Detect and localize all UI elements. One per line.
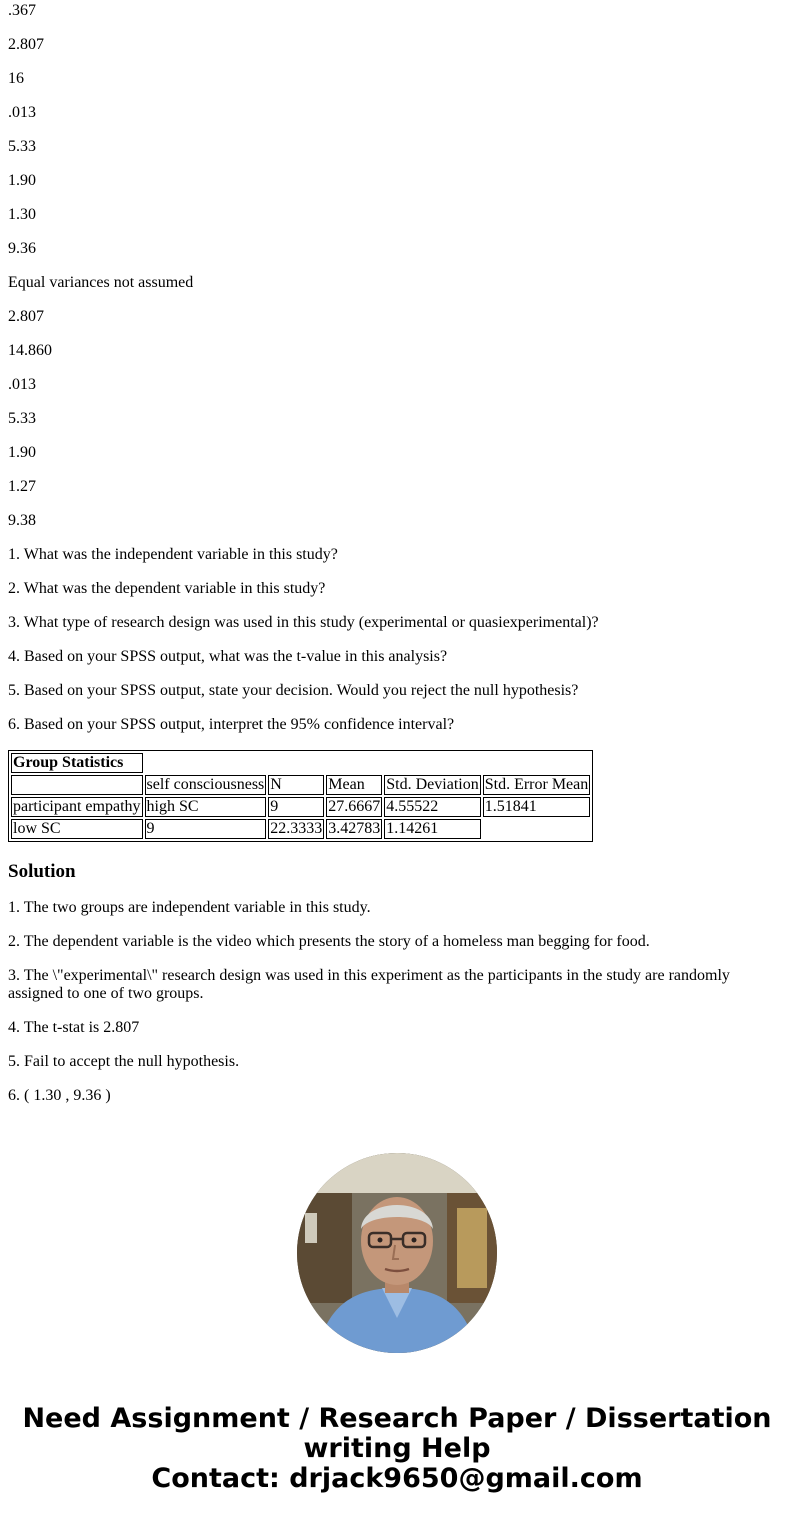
solution-heading: Solution (8, 861, 76, 882)
promo-line-1: Need Assignment / Research Paper / Dissertation (22, 1403, 772, 1434)
answer-2: 2. The dependent variable is the video which presents the story of a homeless man begging for food. (8, 933, 650, 950)
table-title: Group Statistics (11, 753, 143, 773)
answer-3: 3. The \"experimental\" research design was used in this experiment as the participants in the study are randomly assigned to one of two groups. (8, 967, 730, 1002)
value-line: 1.30 (8, 206, 36, 223)
answer-6: 6. ( 1.30 , 9.36 ) (8, 1087, 111, 1104)
value-line: 14.860 (8, 342, 52, 359)
table-row (11, 753, 590, 773)
table-cell: 3.42783 (328, 820, 381, 837)
value-line: 1.90 (8, 444, 36, 461)
question-3: 3. What type of research design was used in this study (experimental or quasiexperimental)? (8, 614, 599, 631)
author-avatar (297, 1153, 497, 1353)
table-cell: participant empathy (13, 798, 141, 815)
table-row (11, 797, 590, 817)
question-5: 5. Based on your SPSS output, state your decision. Would you reject the null hypothesis? (8, 682, 579, 699)
question-6: 6. Based on your SPSS output, interpret the 95% confidence interval? (8, 716, 455, 733)
row-label-unequal-variances: Equal variances not assumed (8, 274, 194, 291)
promo-line-2: writing Help (303, 1433, 491, 1464)
value-line: 16 (8, 70, 24, 87)
promo-banner (0, 1404, 794, 1494)
answer-1: 1. The two groups are independent variable in this study. (8, 899, 371, 916)
value-line: 1.27 (8, 478, 36, 495)
table-cell: 9 (268, 797, 324, 817)
table-cell: 22.3333 (270, 820, 323, 837)
table-cell: high SC (145, 797, 267, 817)
table-cell: Mean (326, 775, 382, 795)
question-4: 4. Based on your SPSS output, what was the t-value in this analysis? (8, 648, 448, 665)
table-cell: low SC (11, 819, 143, 839)
table-row (11, 819, 590, 839)
group-statistics-table (8, 750, 593, 842)
table-cell: 4.55522 (384, 797, 480, 817)
value-line: 9.36 (8, 240, 36, 257)
question-2: 2. What was the dependent variable in this study? (8, 580, 326, 597)
document-body (8, 2, 784, 1121)
value-line: 5.33 (8, 410, 36, 427)
author-portrait-image (297, 1153, 497, 1353)
value-line: 5.33 (8, 138, 36, 155)
table-cell: 1.51841 (483, 797, 591, 817)
value-line: .013 (8, 376, 36, 393)
table-cell: Std. Error Mean (484, 776, 589, 793)
value-line: .367 (8, 2, 36, 19)
table-cell: N (268, 775, 324, 795)
table-header-row (11, 775, 590, 795)
value-line: 2.807 (8, 308, 44, 325)
table-cell: Std. Deviation (386, 776, 479, 793)
promo-contact: Contact: drjack9650@gmail.com (151, 1463, 643, 1494)
value-line: 1.90 (8, 172, 36, 189)
table-cell (11, 775, 143, 795)
value-line: .013 (8, 104, 36, 121)
table-cell: self consciousness (146, 776, 265, 793)
answer-5: 5. Fail to accept the null hypothesis. (8, 1053, 240, 1070)
table-cell: 27.6667 (328, 798, 381, 815)
value-line: 2.807 (8, 36, 44, 53)
table-cell: 9 (145, 819, 267, 839)
table-cell: 1.14261 (384, 819, 480, 839)
question-1: 1. What was the independent variable in this study? (8, 546, 338, 563)
value-line: 9.38 (8, 512, 36, 529)
answer-4: 4. The t-stat is 2.807 (8, 1019, 140, 1036)
